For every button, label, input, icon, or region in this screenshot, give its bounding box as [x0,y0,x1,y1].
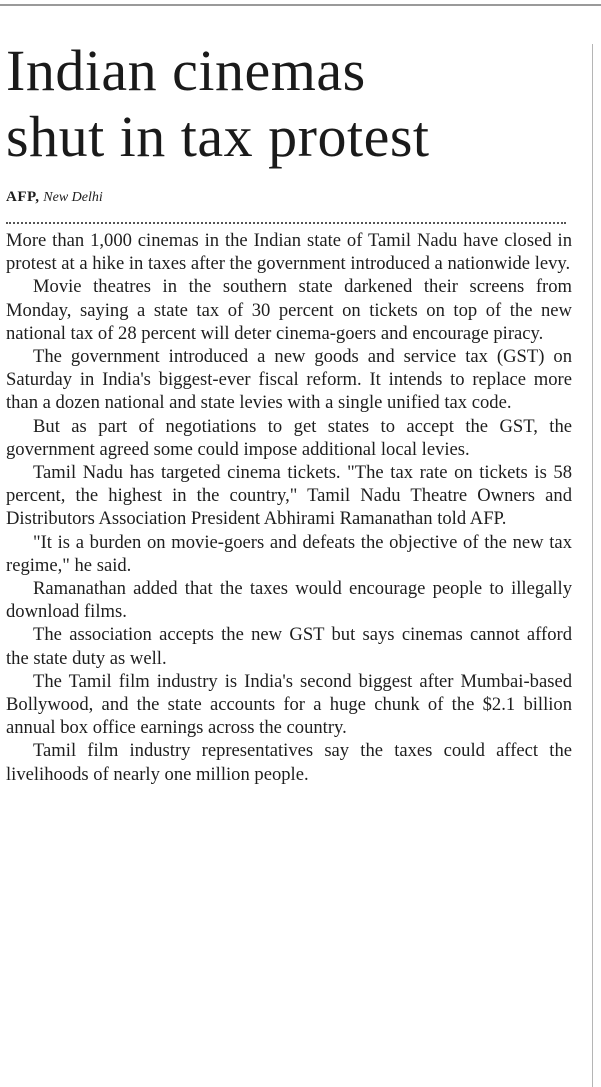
paragraph-9: The Tamil film industry is India's second biggest after Mumbai-based Bollywood, and the state accounts for a huge chunk of the $2.1 billion annual box office earnings across the country. [6,670,572,739]
paragraph-8: The association accepts the new GST but says cinemas cannot afford the state duty as well. [6,624,572,669]
paragraph-5: Tamil Nadu has targeted cinema tickets. "The tax rate on tickets is 58 percent, the highest in the country," Tamil Nadu Theatre Owners and Distributors Association President Abhirami Ramanathan told AFP. [6,462,572,530]
article-body [6,229,572,786]
headline-line-1: Indian cinemas [6,38,366,103]
paragraph-10: Tamil film industry representatives say the taxes could affect the livelihoods of nearly one million people. [6,740,572,785]
paragraph-1: More than 1,000 cinemas in the Indian state of Tamil Nadu have closed in protest at a hike in taxes after the government introduced a nationwide levy. [6,230,572,275]
news-article [6,38,572,786]
dotted-separator [6,222,566,224]
byline-city: New Delhi [43,190,103,205]
top-border-rule [0,4,601,6]
column-divider [592,44,593,1087]
paragraph-6: "It is a burden on movie-goers and defeats the objective of the new tax regime," he said. [6,531,572,576]
paragraph-2: Movie theatres in the southern state darkened their screens from Monday, saying a state tax of 30 percent on tickets on top of the new national tax of 28 percent will deter cinema-goers and encourage piracy. [6,276,572,344]
byline-agency: AFP, [6,189,40,205]
headline [6,38,572,170]
paragraph-3: The government introduced a new goods and service tax (GST) on Saturday in India's biggest-ever fiscal reform. It intends to replace more than a dozen national and state levies with a single unified tax code. [6,346,572,414]
byline [6,188,572,206]
headline-line-2: shut in tax protest [6,104,430,169]
paragraph-4: But as part of negotiations to get states to accept the GST, the government agreed some could impose additional local levies. [6,415,572,460]
paragraph-7: Ramanathan added that the taxes would encourage people to illegally download films. [6,578,572,623]
